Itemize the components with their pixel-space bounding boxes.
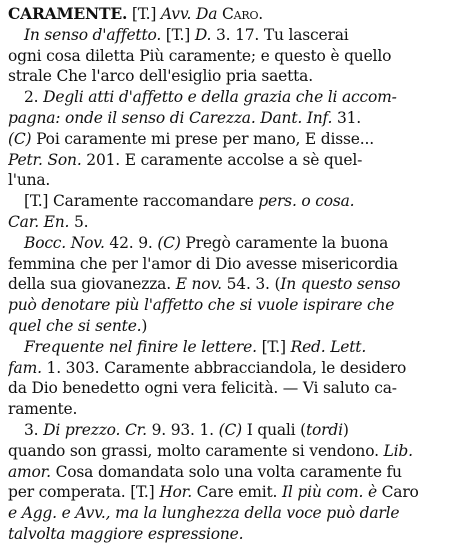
text-run: pers. o cosa. <box>258 192 355 211</box>
entry-line <box>8 503 468 524</box>
text-run: e <box>8 504 22 523</box>
text-run: Bocc. Nov. <box>24 233 105 252</box>
text-run: tordi <box>306 420 343 439</box>
text-run: 31. <box>332 108 362 127</box>
entry-line <box>8 66 468 87</box>
entry-line <box>8 358 468 379</box>
entry-line <box>8 254 468 275</box>
text-run: della sua giovanezza. <box>8 275 176 294</box>
entry-line <box>8 420 468 441</box>
entry-line <box>8 129 468 150</box>
text-run: Caro. <box>222 5 264 23</box>
text-run: ) <box>342 420 349 439</box>
text-run: quel che si sente. <box>8 316 142 335</box>
text-run: Pregò caramente la buona <box>180 233 389 252</box>
text-run: (C) <box>218 420 242 439</box>
text-run: (C) <box>157 233 181 252</box>
text-run: Lib. <box>383 441 413 460</box>
text-run: [T.] Caramente raccomandare <box>24 192 259 211</box>
entry-line <box>8 441 468 462</box>
text-run: per comperata. [T.] <box>8 483 160 502</box>
entry-line <box>8 46 468 67</box>
text-run: 2. <box>24 88 44 107</box>
entry-line <box>8 337 468 358</box>
text-run: Frequente nel finire le lettere. <box>24 337 257 356</box>
text-run: Car. En. <box>8 212 70 231</box>
text-run: In senso d'affetto. <box>24 25 162 44</box>
text-run: 1. 303. Caramente abbracciandola, le desidero <box>41 358 407 377</box>
text-run: [T.] <box>161 25 195 44</box>
text-run: strale Che l'arco dell'esiglio pria saetta. <box>8 67 313 86</box>
text-run: 3. <box>24 420 44 439</box>
text-run: femmina che per l'amor di Dio avesse misericordia <box>8 254 398 273</box>
entry-line <box>8 274 468 295</box>
text-run: fam. <box>8 358 42 377</box>
text-run: quando son grassi, molto caramente si vendono. <box>8 441 384 460</box>
text-run: ) <box>141 316 148 335</box>
text-run: l'una. <box>8 171 51 190</box>
entry-line <box>8 482 468 503</box>
text-run: Poi caramente mi prese per mano, E disse... <box>31 129 374 148</box>
text-run: 5. <box>69 212 89 231</box>
entry-line <box>8 316 468 337</box>
text-run: Hor. <box>159 483 192 502</box>
text-run: 42. 9. <box>104 233 158 252</box>
text-run: ogni cosa diletta Più caramente; e questo è quello <box>8 46 392 65</box>
entry-line <box>8 295 468 316</box>
text-run: Il più com. è <box>281 483 377 502</box>
text-run: pagna: onde il senso di Carezza. Dant. Inf. <box>8 108 333 127</box>
text-run: (C) <box>8 129 32 148</box>
entry-line <box>8 399 468 420</box>
entry-line <box>8 462 468 483</box>
text-run: amor. <box>8 462 51 481</box>
text-run: Red. Lett. <box>290 337 367 356</box>
entry-line <box>8 233 468 254</box>
text-run: Cosa domandata solo una volta caramente fu <box>50 462 402 481</box>
entry-line <box>8 108 468 129</box>
text-run: Care emit. <box>191 483 282 502</box>
text-run: ramente. <box>8 400 78 419</box>
text-run: Agg. e Avv., ma la lunghezza della voce può darle <box>21 504 400 523</box>
text-run: Caro <box>376 483 419 502</box>
text-run: Avv. Da <box>160 5 222 23</box>
text-run: I quali ( <box>242 420 307 439</box>
text-run: 54. 3. ( <box>221 275 281 294</box>
entry-line <box>8 25 468 46</box>
text-run: CARAMENTE. <box>8 4 128 23</box>
text-run: da Dio benedetto ogni vera felicità. — Vi saluto ca- <box>8 379 397 398</box>
entry-line <box>8 191 468 212</box>
entry-line <box>8 378 468 399</box>
text-run: In questo senso <box>280 275 401 294</box>
entry-line <box>8 170 468 191</box>
entry-line <box>8 150 468 171</box>
text-run: Petr. Son. <box>8 150 82 169</box>
text-run: 201. E caramente accolse a sè quel- <box>81 150 363 169</box>
text-run: D. <box>194 25 212 44</box>
text-run: [T.] <box>127 5 161 23</box>
entry-line <box>8 524 468 545</box>
text-run: talvolta maggiore espressione. <box>8 524 244 543</box>
text-run: Degli atti d'affetto e della grazia che li accom- <box>43 88 397 107</box>
text-run: può denotare più l'affetto che si vuole ispirare che <box>8 296 395 315</box>
entry-line <box>8 87 468 108</box>
text-run: E nov. <box>175 275 222 294</box>
text-run: 3. 17. Tu lascerai <box>211 25 349 44</box>
text-run: [T.] <box>256 337 291 356</box>
text-run: Di prezzo. Cr. <box>43 420 147 439</box>
text-run: 9. 93. 1. <box>146 420 219 439</box>
entry-line <box>8 4 468 25</box>
entry-line <box>8 212 468 233</box>
